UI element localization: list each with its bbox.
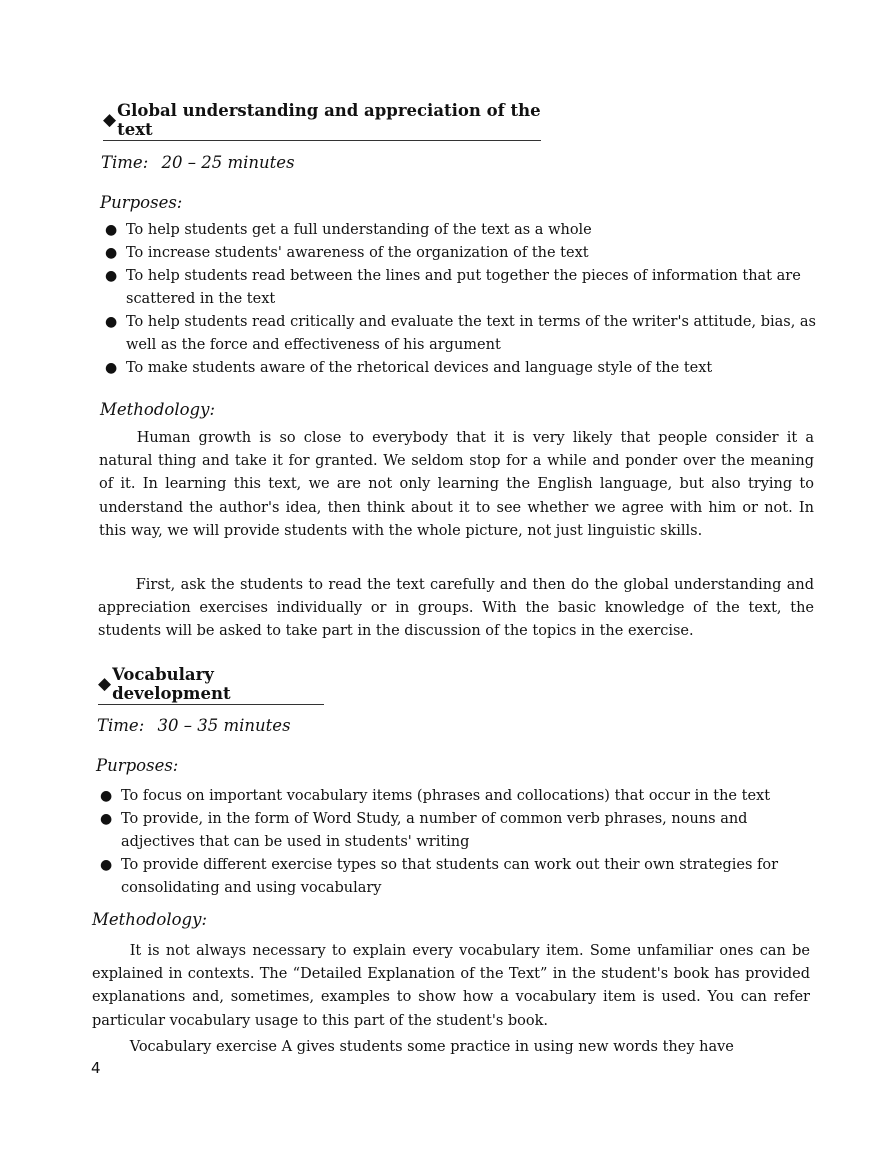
time-line: [97, 716, 291, 735]
bullet-dot-icon: ●: [100, 811, 113, 827]
methodology-paragraph: Human growth is so close to everybody that it is very likely that people consider it a natural thing and take it for granted. We seldom stop for a while and ponder over the meaning of it. In learning this text, we are not only learning the English language, but also trying to understand the author's idea, then think about it to see whether we agree with him or not. In this way, we will provide students with the whole picture, not just linguistic skills.: [99, 430, 814, 539]
page-number: 4: [91, 1059, 101, 1077]
time-label: Time:: [101, 153, 149, 172]
bullet-dot-icon: ●: [105, 245, 118, 261]
methodology-paragraph: It is not always necessary to explain every vocabulary item. Some unfamiliar ones can be explained in contexts. The “Detailed Explanation of the Text” in the student's book has provided explanations and, sometimes, examples to show how a vocabulary item is used. You can refer particular vocabulary usage to this part of the student's book.: [92, 943, 810, 1029]
purposes-list: [97, 785, 813, 900]
list-item: ● To help students get a full understanding of the text as a whole: [102, 219, 818, 242]
section-heading-text: Global understanding and appreciation of the text: [117, 101, 541, 139]
methodology-paragraph: First, ask the students to read the text carefully and then do the global understanding and appreciation exercises individually or in groups. With the basic knowledge of the text, the students will be asked to take part in the discussion of the topics in the exercise.: [98, 577, 814, 640]
purposes-label: Purposes:: [96, 756, 179, 775]
bullet-dot-icon: ●: [105, 268, 118, 284]
time-label: Time:: [97, 716, 145, 735]
bullet-dot-icon: ●: [100, 857, 113, 873]
methodology-paragraph: Vocabulary exercise A gives students some practice in using new words they have: [129, 1039, 734, 1055]
list-item: ● To provide, in the form of Word Study, a number of common verb phrases, nouns and adjectives that can be used in students' writing: [97, 808, 813, 854]
time-value: 30 – 35 minutes: [157, 716, 291, 735]
methodology-label: Methodology:: [100, 400, 216, 419]
diamond-bullet-icon: ◆: [98, 673, 112, 694]
list-item: ● To provide different exercise types so that students can work out their own strategies for consolidating and using vocabulary: [97, 854, 813, 900]
time-value: 20 – 25 minutes: [161, 153, 295, 172]
diamond-bullet-icon: ◆: [103, 109, 117, 130]
list-item: ● To help students read critically and evaluate the text in terms of the writer's attitude, bias, as well as the force and effectiveness of his argument: [102, 311, 818, 357]
list-item: ● To help students read between the lines and put together the pieces of information that are scattered in the text: [102, 265, 818, 311]
purposes-label: Purposes:: [100, 193, 183, 212]
list-item: ● To make students aware of the rhetorical devices and language style of the text: [102, 357, 818, 380]
bullet-dot-icon: ●: [105, 360, 118, 376]
bullet-dot-icon: ●: [100, 788, 113, 804]
bullet-dot-icon: ●: [105, 222, 118, 238]
bullet-dot-icon: ●: [105, 314, 118, 330]
section-heading-text: Vocabulary development: [112, 665, 231, 703]
purposes-list: [102, 219, 818, 380]
section-heading-global-understanding: [103, 101, 541, 141]
list-item: ● To increase students' awareness of the organization of the text: [102, 242, 818, 265]
list-item: ● To focus on important vocabulary items (phrases and collocations) that occur in the text: [97, 785, 813, 808]
section-heading-vocabulary-development: [98, 665, 324, 705]
methodology-label: Methodology:: [92, 910, 208, 929]
time-line: [101, 153, 295, 172]
